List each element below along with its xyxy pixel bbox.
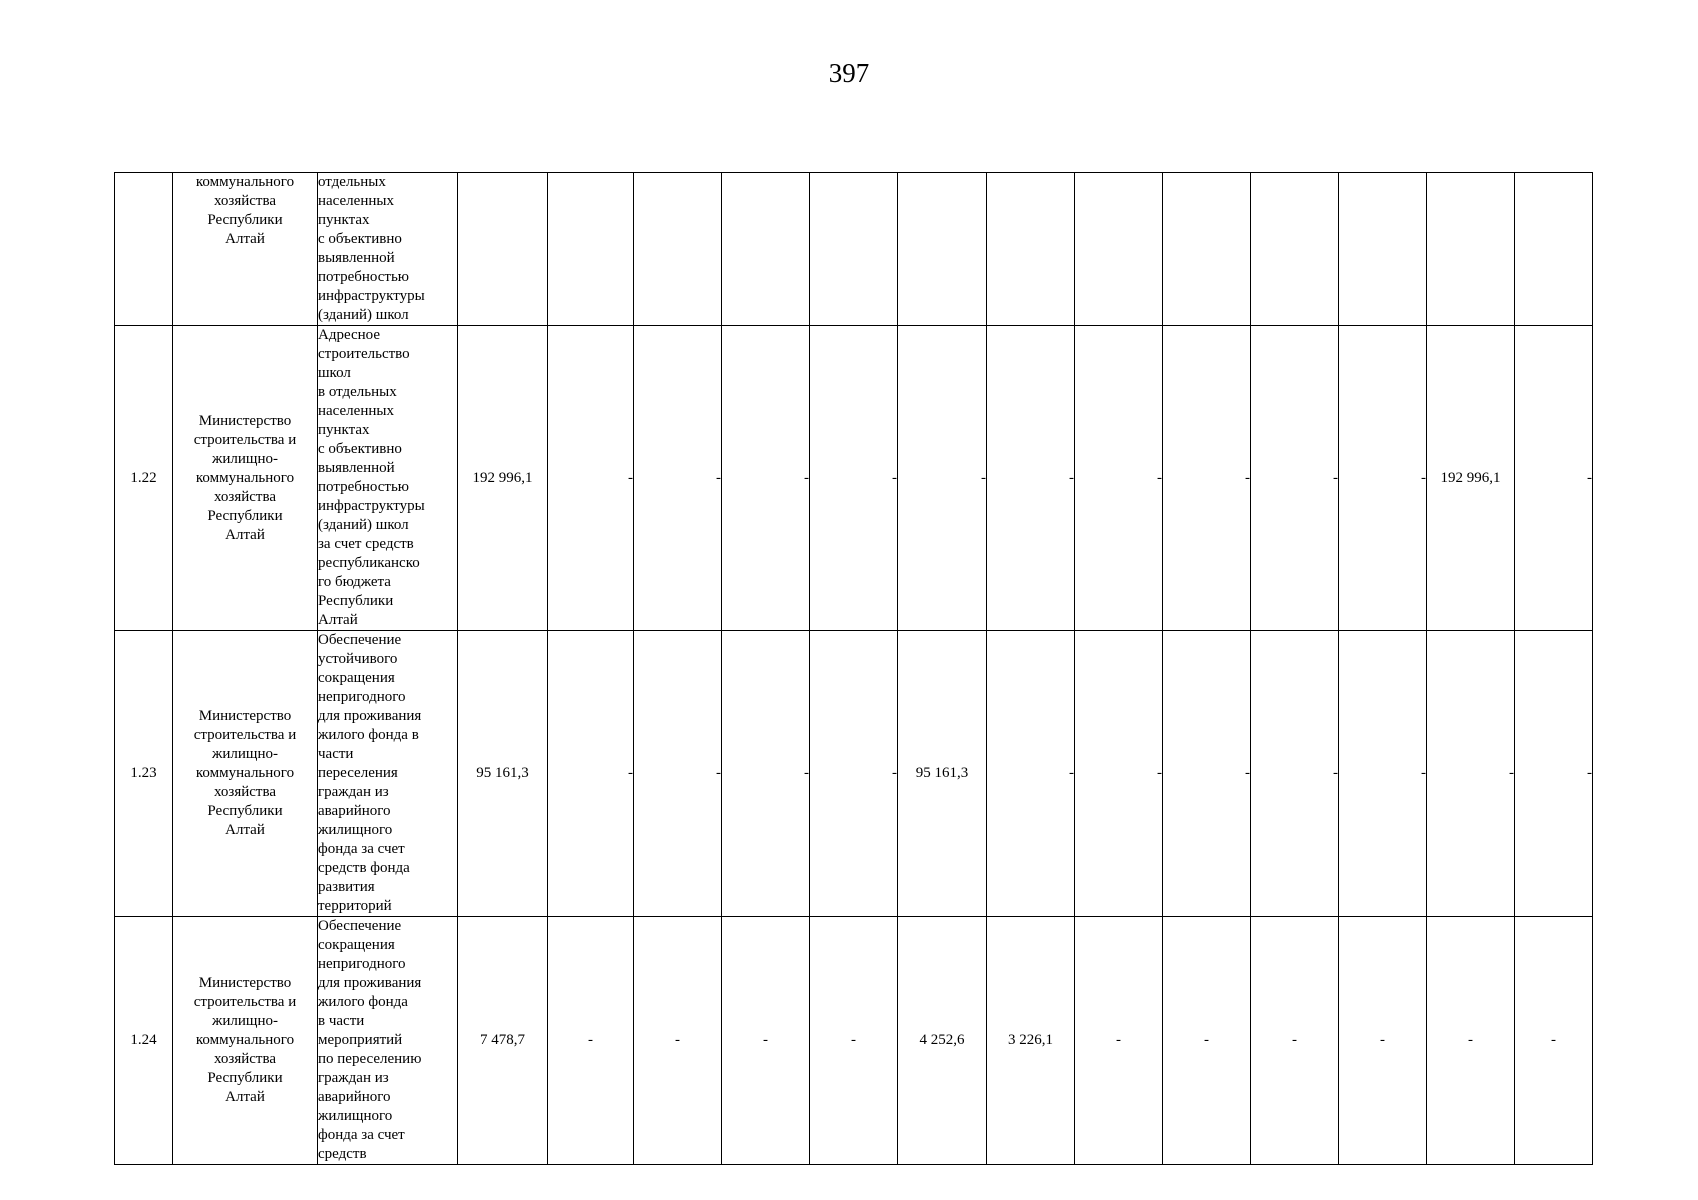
value-cell: - bbox=[1251, 631, 1339, 917]
total-cell: 7 478,7 bbox=[458, 917, 548, 1165]
value-cell: - bbox=[987, 631, 1075, 917]
value-cell: - bbox=[898, 326, 987, 631]
value-cell bbox=[634, 173, 722, 326]
activity-name-cell: Обеспечение устойчивого сокращения непригодного для проживания жилого фонда в части переселения граждан из аварийного жилищного фонда за счет средств фонда развития территорий bbox=[318, 631, 458, 917]
executor-cell: Министерство строительства и жилищно- коммунального хозяйства Республики Алтай bbox=[173, 917, 318, 1165]
value-cell: - bbox=[1075, 326, 1163, 631]
value-cell bbox=[1515, 173, 1593, 326]
value-cell bbox=[548, 173, 634, 326]
value-cell: - bbox=[1163, 326, 1251, 631]
value-cell: - bbox=[987, 326, 1075, 631]
value-cell bbox=[898, 173, 987, 326]
value-cell bbox=[987, 173, 1075, 326]
value-cell bbox=[1163, 173, 1251, 326]
value-cell: - bbox=[722, 917, 810, 1165]
value-cell bbox=[1427, 173, 1515, 326]
total-cell: 95 161,3 bbox=[458, 631, 548, 917]
value-cell: - bbox=[810, 917, 898, 1165]
value-cell: 95 161,3 bbox=[898, 631, 987, 917]
executor-cell: коммунального хозяйства Республики Алтай bbox=[173, 173, 318, 326]
value-cell bbox=[1339, 173, 1427, 326]
value-cell: - bbox=[1251, 917, 1339, 1165]
value-cell: 4 252,6 bbox=[898, 917, 987, 1165]
value-cell: - bbox=[634, 917, 722, 1165]
executor-cell: Министерство строительства и жилищно- коммунального хозяйства Республики Алтай bbox=[173, 631, 318, 917]
value-cell: - bbox=[722, 631, 810, 917]
value-cell: - bbox=[634, 631, 722, 917]
value-cell: - bbox=[1427, 631, 1515, 917]
value-cell: - bbox=[548, 326, 634, 631]
value-cell: - bbox=[1339, 326, 1427, 631]
total-cell: 192 996,1 bbox=[458, 326, 548, 631]
table-row bbox=[115, 173, 1593, 326]
row-number-cell: 1.23 bbox=[115, 631, 173, 917]
value-cell: - bbox=[1075, 917, 1163, 1165]
row-number-cell: 1.24 bbox=[115, 917, 173, 1165]
table-row bbox=[115, 326, 1593, 631]
value-cell bbox=[1075, 173, 1163, 326]
value-cell: - bbox=[548, 917, 634, 1165]
value-cell bbox=[810, 173, 898, 326]
value-cell: - bbox=[1515, 326, 1593, 631]
value-cell: - bbox=[548, 631, 634, 917]
value-cell: - bbox=[1075, 631, 1163, 917]
value-cell: - bbox=[1515, 917, 1593, 1165]
value-cell: - bbox=[810, 326, 898, 631]
value-cell: - bbox=[722, 326, 810, 631]
activity-name-cell: отдельных населенных пунктах с объективно выявленной потребностью инфраструктуры (зданий) школ bbox=[318, 173, 458, 326]
value-cell bbox=[1251, 173, 1339, 326]
value-cell: - bbox=[1163, 917, 1251, 1165]
value-cell: - bbox=[810, 631, 898, 917]
table-row bbox=[115, 631, 1593, 917]
table-row bbox=[115, 917, 1593, 1165]
value-cell: 192 996,1 bbox=[1427, 326, 1515, 631]
value-cell: - bbox=[1339, 631, 1427, 917]
value-cell: - bbox=[1339, 917, 1427, 1165]
value-cell: - bbox=[1251, 326, 1339, 631]
value-cell: - bbox=[1515, 631, 1593, 917]
row-number-cell bbox=[115, 173, 173, 326]
activity-name-cell: Обеспечение сокращения непригодного для проживания жилого фонда в части мероприятий по переселению граждан из аварийного жилищного фонда за счет средств bbox=[318, 917, 458, 1165]
value-cell: - bbox=[1163, 631, 1251, 917]
value-cell bbox=[722, 173, 810, 326]
value-cell: - bbox=[634, 326, 722, 631]
budget-table bbox=[114, 172, 1593, 1165]
row-number-cell: 1.22 bbox=[115, 326, 173, 631]
value-cell: 3 226,1 bbox=[987, 917, 1075, 1165]
page-number: 397 bbox=[828, 58, 870, 88]
activity-name-cell: Адресное строительство школ в отдельных населенных пунктах с объективно выявленной потребностью инфраструктуры (зданий) школ за счет средств республиканско го бюджета Республики Алтай bbox=[318, 326, 458, 631]
total-cell bbox=[458, 173, 548, 326]
value-cell: - bbox=[1427, 917, 1515, 1165]
executor-cell: Министерство строительства и жилищно- коммунального хозяйства Республики Алтай bbox=[173, 326, 318, 631]
